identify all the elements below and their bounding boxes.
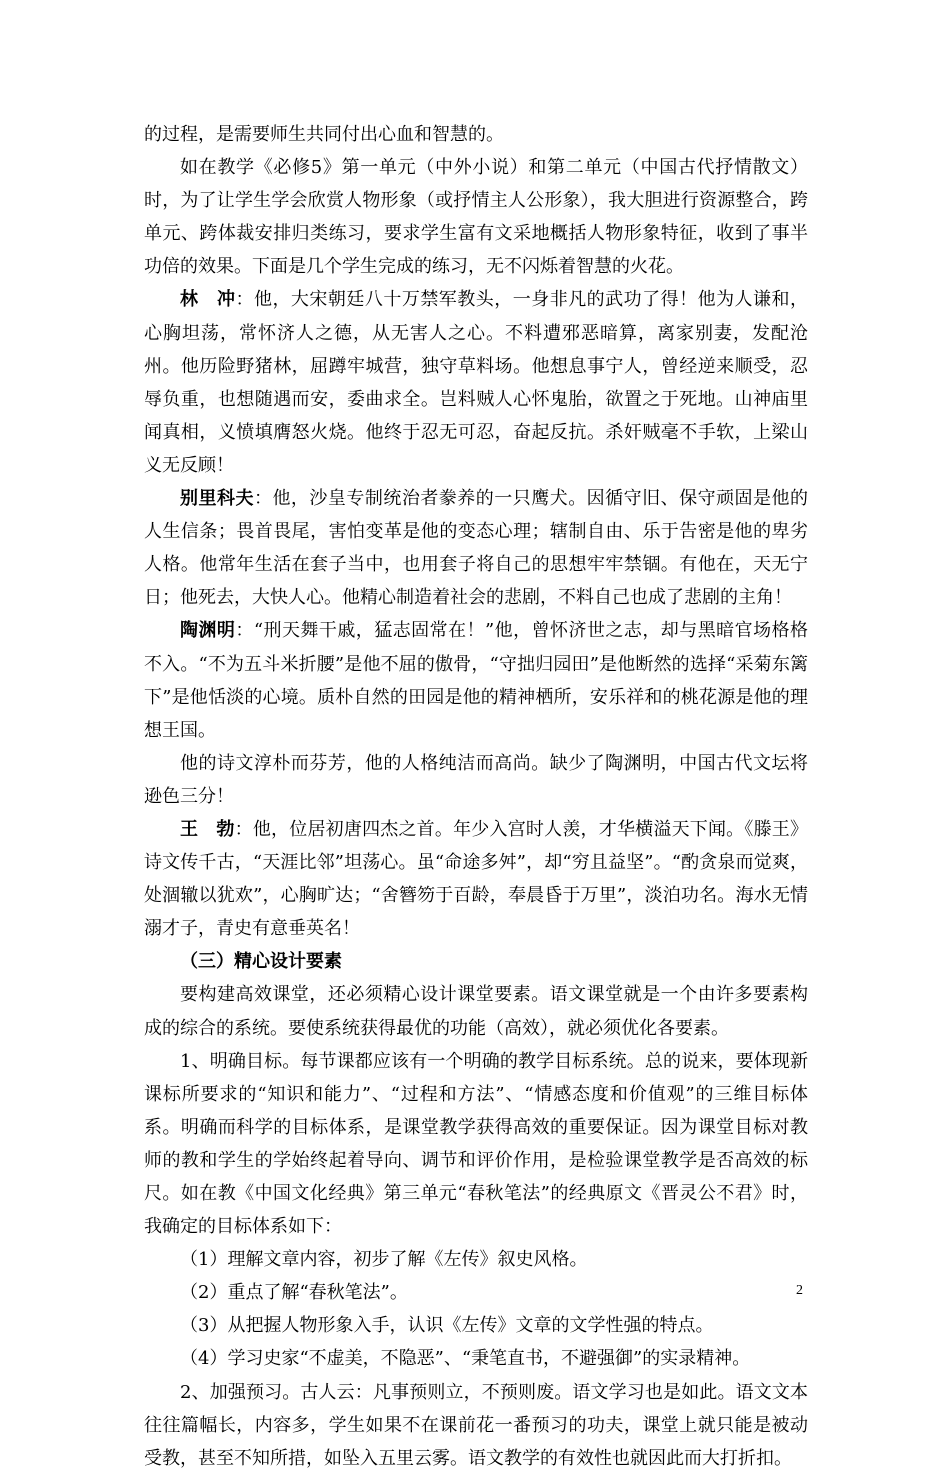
paragraph-lin-chong — [144, 283, 808, 482]
character-name: 别里科夫 — [180, 488, 254, 510]
character-name: 王 勃 — [180, 818, 235, 840]
character-name: 陶渊明 — [180, 620, 236, 642]
section-heading: （三）精心设计要素 — [180, 951, 342, 973]
paragraph-preview: 2、加强预习。古人云：凡事预则立，不预则废。语文学习也是如此。语文文本往往篇幅长，内容多，学生如果不在课前花一番预习的功夫，课堂上就只能是被动受教，甚至不知所措，如坠入五里云雾。语文教学的有效性也就因此而大打折扣。 — [144, 1381, 808, 1469]
character-description: ：他，沙皇专制统治者豢养的一只鹰犬。因循守旧、保守顽固是他的人生信条；畏首畏尾，害怕变革是他的变态心理；辖制自由、乐于告密是他的卑劣人格。他常年生活在套子当中，也用套子将自己的思想牢牢禁锢。有他在，天无宁日；他死去，大快人心。他精心制造着社会的悲剧，不料自己也成了悲剧的主角！ — [144, 488, 809, 609]
character-description: ：他，位居初唐四杰之首。年少入宫时人羡，才华横溢天下闻。《滕王》诗文传千古，“天涯比邻”坦荡心。虽“命途多舛”，却“穷且益坚”。“酌贪泉而觉爽，处涸辙以犹欢”，心胸旷达；“舍簪笏于百龄，奉晨昏于万里”，淡泊功名。海水无情溺才子，青史有意垂英名！ — [144, 818, 809, 940]
character-description: ：“刑天舞干戚，猛志固常在！”他，曾怀济世之志，却与黑暗官场格格不入。“不为五斗米折腰”是他不屈的傲骨，“守拙归园田”是他断然的选择“采菊东篱下”是他恬淡的心境。质朴自然的田园是他的精神栖所，安乐祥和的桃花源是他的理想王国。 — [144, 620, 809, 741]
goal-item-1: （1）理解文章内容，初步了解《左传》叙史风格。 — [180, 1249, 588, 1271]
paragraph-belikov — [144, 482, 808, 614]
paragraph-elements: 要构建高效课堂，还必须精心设计课堂要素。语文课堂就是一个由许多要素构成的综合的系统。要使系统获得最优的功能（高效），就必须优化各要素。 — [144, 984, 808, 1039]
goal-item-3: （3）从把握人物形象入手，认识《左传》文章的文学性强的特点。 — [180, 1315, 714, 1337]
character-description: ：他，大宋朝廷八十万禁军教头，一身非凡的武功了得！他为人谦和，心胸坦荡，常怀济人之德，从无害人之心。不料遭邪恶暗算，离家别妻，发配沧州。他历险野猪林，屈蹲牢城营，独守草料场。他想息事宁人，曾经逆来顺受，忍辱负重，也想随遇而安，委曲求全。岂料贼人心怀鬼胎，欲置之于死地。山神庙里闻真相，义愤填膺怒火烧。他终于忍无可忍，奋起反抗。杀奸贼毫不手软，上梁山义无反顾！ — [144, 289, 809, 476]
page-number: 2 — [796, 1283, 803, 1298]
goal-item-4: （4）学习史家“不虚美，不隐恶”、“秉笔直书，不避强御”的实录精神。 — [180, 1348, 751, 1370]
paragraph-wang-bo — [144, 813, 808, 945]
goal-item-2: （2）重点了解“春秋笔法”。 — [180, 1282, 408, 1304]
paragraph-tao-yuanming — [144, 614, 808, 746]
paragraph-example-intro: 如在教学《必修5》第一单元（中外小说）和第二单元（中国古代抒情散文）时，为了让学生学会欣赏人物形象（或抒情主人公形象），我大胆进行资源整合，跨单元、跨体裁安排归类练习，要求学生富有文采地概括人物形象特征，收到了事半功倍的效果。下面是几个学生完成的练习，无不闪烁着智慧的火花。 — [144, 157, 808, 278]
paragraph-goals: 1、明确目标。每节课都应该有一个明确的教学目标系统。总的说来，要体现新课标所要求的“知识和能力”、“过程和方法”、“情感态度和价值观”的三维目标体系。明确而科学的目标体系，是课堂教学获得高效的重要保证。因为课堂目标对教师的教和学生的学始终起着导向、调节和评价作用，是检验课堂教学是否高效的标尺。如在教《中国文化经典》第三单元“春秋笔法”的经典原文《晋灵公不君》时，我确定的目标体系如下： — [144, 1050, 808, 1238]
character-name: 林 冲 — [180, 289, 236, 311]
paragraph-intro-tail: 的过程，是需要师生共同付出心血和智慧的。 — [144, 124, 504, 145]
paragraph-tao-yuanming-cont: 他的诗文淳朴而芬芳，他的人格纯洁而高尚。缺少了陶渊明，中国古代文坛将逊色三分！ — [144, 752, 808, 807]
document-body — [144, 118, 808, 1475]
